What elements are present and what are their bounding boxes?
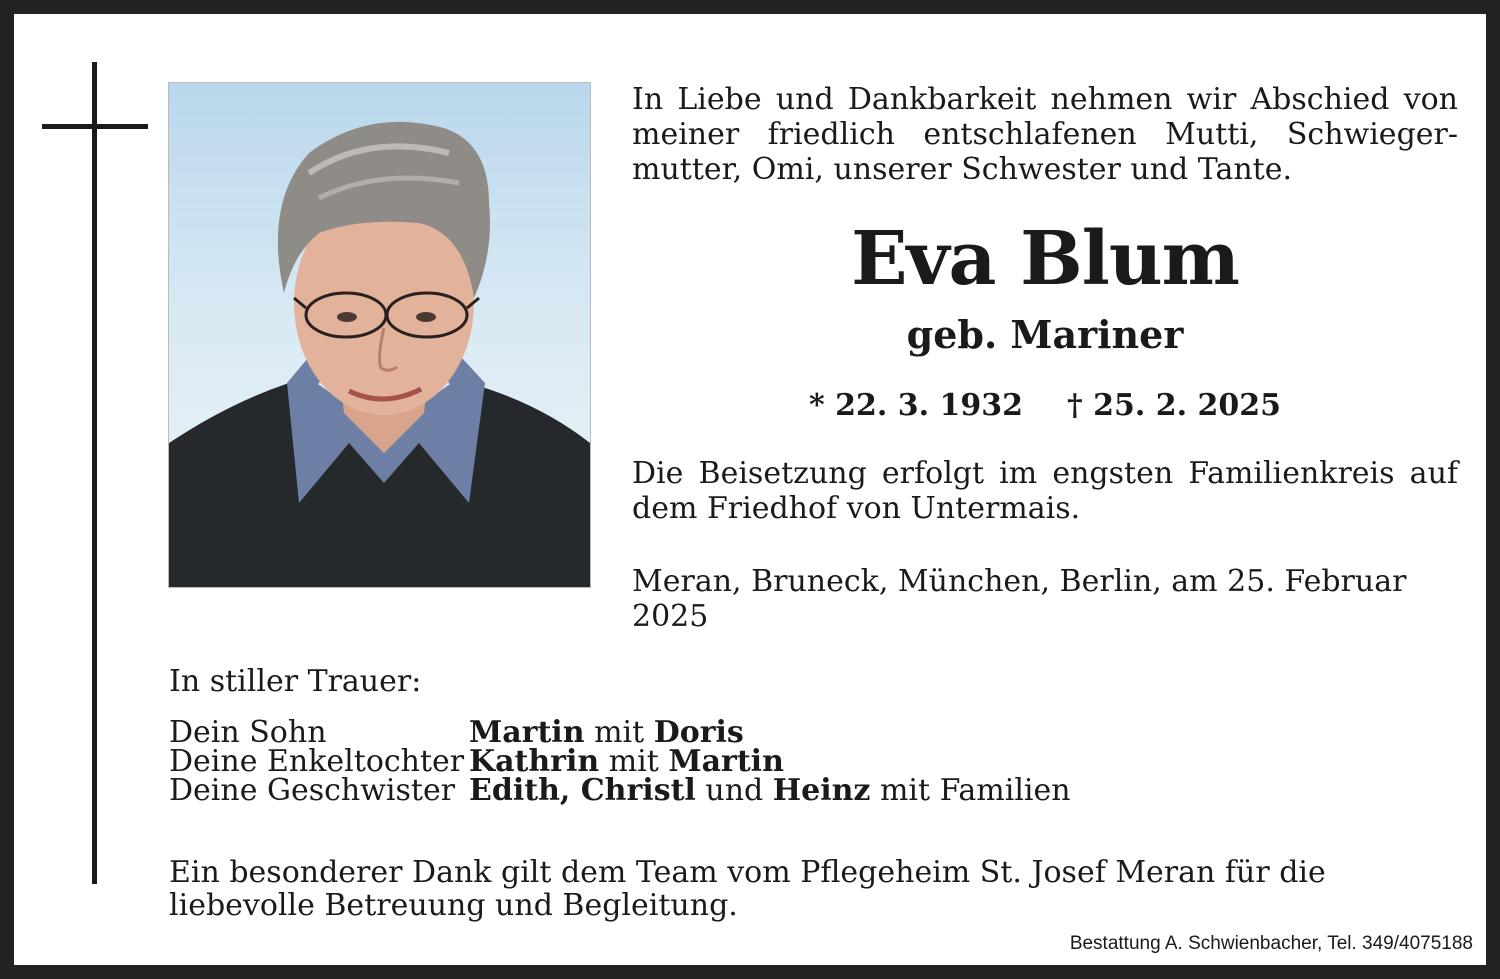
cross-icon-bar <box>42 124 148 129</box>
life-dates <box>632 386 1458 426</box>
maiden-name: geb. Mariner <box>906 312 1184 357</box>
mourning-heading: In stiller Trauer: <box>169 664 422 699</box>
undertaker-contact: Bestattung A. Schwienbacher, Tel. 349/4075188 <box>1069 933 1473 954</box>
mourner-name: Martin <box>469 715 585 750</box>
mourner-name: Heinz <box>772 773 871 808</box>
mourner-names <box>469 715 744 750</box>
mourner-name: Doris <box>653 715 744 750</box>
mourner-role: Deine Geschwister <box>169 773 456 808</box>
mourners-list <box>169 715 1071 808</box>
obituary-notice <box>14 14 1486 965</box>
mourner-name: Martin <box>668 744 784 779</box>
mourner-row <box>169 773 1071 808</box>
burial-text: Die Beisetzung erfolgt im engsten Familienkreis auf dem Friedhof von Untermais. <box>632 456 1458 526</box>
mourner-row <box>169 744 1071 779</box>
cross-icon <box>92 62 97 884</box>
mourner-name: Kathrin <box>469 744 600 779</box>
mourner-role: Deine Enkeltochter <box>169 744 465 779</box>
mourner-name: Edith, Christl <box>469 773 696 808</box>
mourner-names <box>469 744 784 779</box>
mourner-connector: und <box>695 773 773 808</box>
mourner-connector: mit <box>599 744 669 779</box>
mourner-connector: mit Familien <box>870 773 1071 808</box>
thanks-text: Ein besonderer Dank gilt dem Team vom Pflegeheim St. Josef Meran für die liebevolle Betreuung und Begleitung. <box>169 855 1326 923</box>
place-date: Meran, Bruneck, München, Berlin, am 25. Februar 2025 <box>632 564 1407 634</box>
mourner-connector: mit <box>584 715 654 750</box>
mourner-names <box>469 773 1071 808</box>
deceased-name: Eva Blum <box>851 216 1239 302</box>
mourner-row <box>169 715 1071 750</box>
death-date: † 25. 2. 2025 <box>1067 388 1282 423</box>
birth-date: * 22. 3. 1932 <box>808 388 1023 423</box>
portrait-photo <box>168 82 591 588</box>
intro-text: In Liebe und Dankbarkeit nehmen wir Abschied von meiner friedlich entschlafenen Mutti, Schwieger-mutter, Omi, unserer Schwester und Tante. <box>632 82 1458 187</box>
mourner-role: Dein Sohn <box>169 715 327 750</box>
